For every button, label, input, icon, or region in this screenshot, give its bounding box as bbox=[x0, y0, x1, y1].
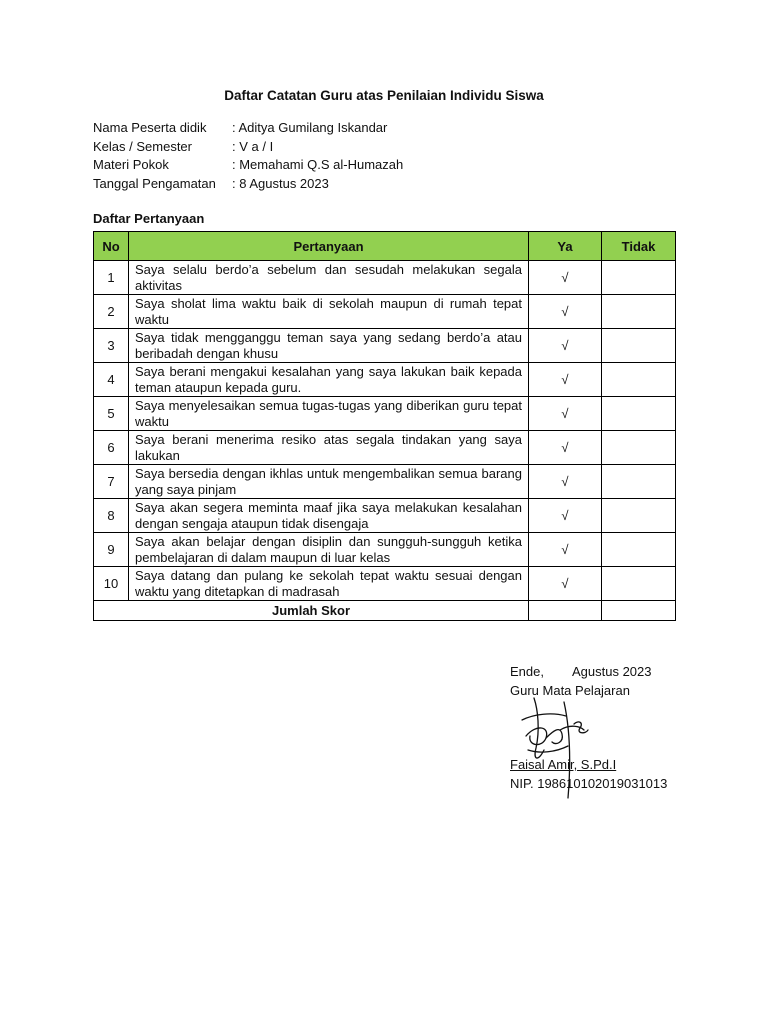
row-yes-check: √ bbox=[529, 397, 602, 431]
info-value: : Aditya Gumilang Iskandar bbox=[232, 120, 388, 135]
row-no-answer bbox=[602, 397, 676, 431]
table-row bbox=[94, 363, 676, 397]
row-no-answer bbox=[602, 431, 676, 465]
total-yes bbox=[529, 601, 602, 621]
table-row bbox=[94, 465, 676, 499]
info-value: : V a / I bbox=[232, 138, 274, 154]
row-yes-check: √ bbox=[529, 329, 602, 363]
total-row bbox=[94, 601, 676, 621]
row-no-answer bbox=[602, 499, 676, 533]
row-number: 6 bbox=[94, 431, 129, 465]
row-number: 4 bbox=[94, 363, 129, 397]
table-row bbox=[94, 295, 676, 329]
row-question: Saya akan belajar dengan disiplin dan sungguh-sungguh ketika pembelajaran di dalam maupun di luar kelas bbox=[129, 533, 529, 567]
row-yes-check: √ bbox=[529, 295, 602, 329]
row-number: 5 bbox=[94, 397, 129, 431]
row-question: Saya akan segera meminta maaf jika saya melakukan kesalahan dengan sengaja ataupun tidak disengaja bbox=[129, 499, 529, 533]
row-yes-check: √ bbox=[529, 533, 602, 567]
place: Ende, bbox=[510, 664, 544, 679]
info-label: Nama Peserta didik bbox=[93, 120, 207, 135]
info-label: Kelas / Semester bbox=[93, 138, 192, 154]
table-row bbox=[94, 329, 676, 363]
row-no-answer bbox=[602, 295, 676, 329]
row-no-answer bbox=[602, 533, 676, 567]
row-question: Saya tidak mengganggu teman saya yang sedang berdo’a atau beribadah dengan khusu bbox=[129, 329, 529, 363]
row-number: 9 bbox=[94, 533, 129, 567]
header-no-answer: Tidak bbox=[602, 232, 676, 261]
row-question: Saya berani mengakui kesalahan yang saya lakukan baik kepada teman ataupun kepada guru. bbox=[129, 363, 529, 397]
table-row bbox=[94, 533, 676, 567]
row-question: Saya sholat lima waktu baik di sekolah maupun di rumah tepat waktu bbox=[129, 295, 529, 329]
header-question: Pertanyaan bbox=[129, 232, 529, 261]
teacher-nip: NIP. 198610102019031013 bbox=[510, 776, 668, 791]
row-number: 7 bbox=[94, 465, 129, 499]
info-value: : Memahami Q.S al-Humazah bbox=[232, 157, 404, 173]
row-question: Saya datang dan pulang ke sekolah tepat waktu sesuai dengan waktu yang ditetapkan di madrasah bbox=[129, 567, 529, 601]
row-yes-check: √ bbox=[529, 431, 602, 465]
header-no: No bbox=[94, 232, 129, 261]
row-number: 3 bbox=[94, 329, 129, 363]
row-number: 1 bbox=[94, 261, 129, 295]
place-date bbox=[510, 663, 652, 682]
student-info bbox=[93, 119, 403, 193]
info-row-date bbox=[93, 175, 403, 194]
teacher-name: Faisal Amir, S.Pd.I bbox=[510, 757, 617, 772]
info-label: Tanggal Pengamatan bbox=[93, 175, 216, 191]
row-number: 10 bbox=[94, 567, 129, 601]
table-row bbox=[94, 567, 676, 601]
role: Guru Mata Pelajaran bbox=[510, 682, 630, 698]
row-question: Saya berani menerima resiko atas segala tindakan yang saya lakukan bbox=[129, 431, 529, 465]
document-title: Daftar Catatan Guru atas Penilaian Individu Siswa bbox=[224, 88, 544, 103]
table-row bbox=[94, 397, 676, 431]
row-question: Saya menyelesaikan semua tugas-tugas yang diberikan guru tepat waktu bbox=[129, 397, 529, 431]
total-label: Jumlah Skor bbox=[94, 601, 529, 621]
row-yes-check: √ bbox=[529, 567, 602, 601]
row-no-answer bbox=[602, 363, 676, 397]
row-number: 8 bbox=[94, 499, 129, 533]
row-yes-check: √ bbox=[529, 261, 602, 295]
table-row bbox=[94, 431, 676, 465]
row-yes-check: √ bbox=[529, 363, 602, 397]
row-yes-check: √ bbox=[529, 465, 602, 499]
date: Agustus 2023 bbox=[571, 664, 652, 679]
info-row-topic bbox=[93, 156, 403, 175]
row-no-answer bbox=[602, 261, 676, 295]
row-no-answer bbox=[602, 567, 676, 601]
total-no bbox=[602, 601, 676, 621]
row-no-answer bbox=[602, 465, 676, 499]
row-yes-check: √ bbox=[529, 499, 602, 533]
row-number: 2 bbox=[94, 295, 129, 329]
info-value: : 8 Agustus 2023 bbox=[232, 175, 329, 191]
table-row bbox=[94, 261, 676, 295]
section-title: Daftar Pertanyaan bbox=[93, 211, 205, 226]
info-row-name bbox=[93, 119, 403, 138]
table-row bbox=[94, 499, 676, 533]
assessment-table bbox=[93, 231, 676, 621]
header-yes: Ya bbox=[529, 232, 602, 261]
row-question: Saya selalu berdo’a sebelum dan sesudah melakukan segala aktivitas bbox=[129, 261, 529, 295]
info-row-class bbox=[93, 138, 403, 157]
info-label: Materi Pokok bbox=[93, 157, 169, 173]
table-header-row bbox=[94, 232, 676, 261]
row-no-answer bbox=[602, 329, 676, 363]
row-question: Saya bersedia dengan ikhlas untuk mengembalikan semua barang yang saya pinjam bbox=[129, 465, 529, 499]
